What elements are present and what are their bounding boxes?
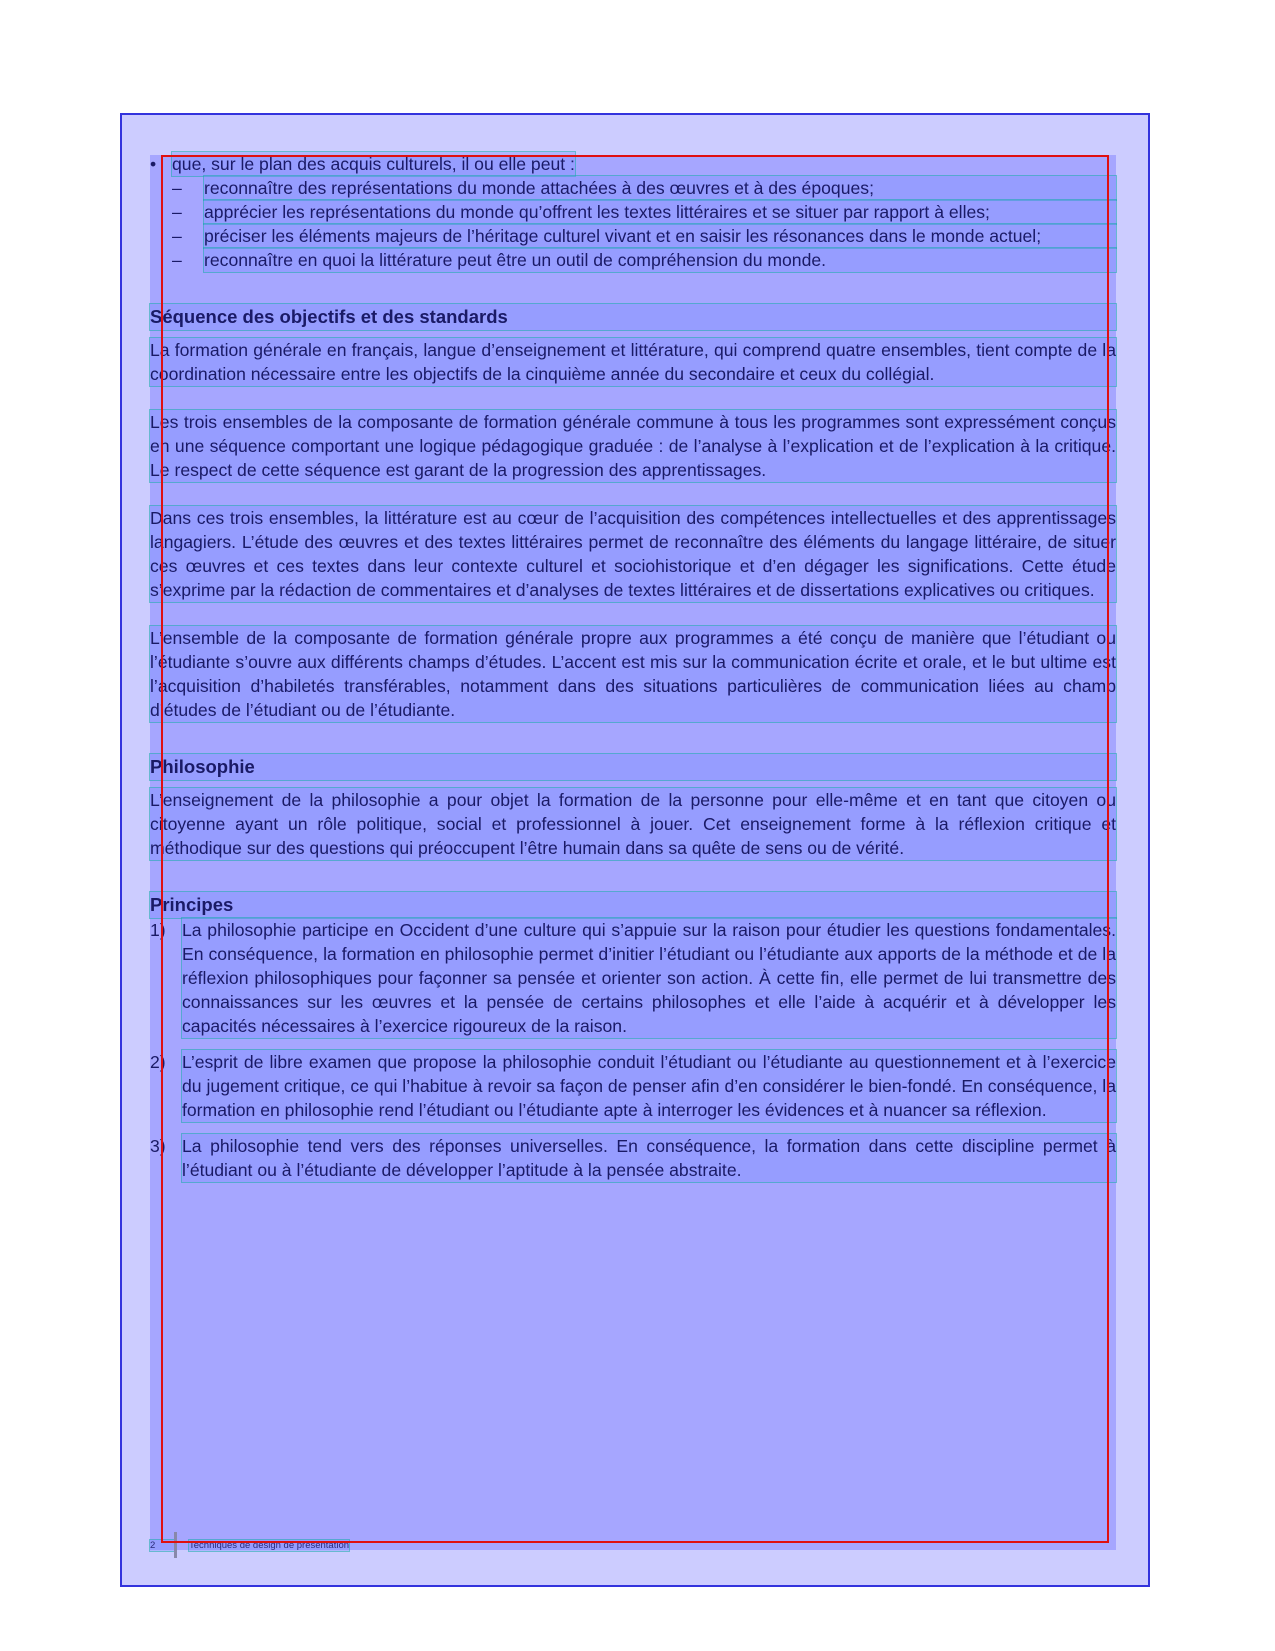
numbered-item-text: L’esprit de libre examen que propose la philosophie conduit l’étudiant ou l’étudiante au questionnement et à l’exercice du jugement critique, ce qui l’habitue à revoir sa façon de penser afin d’en considérer le bien-fondé. En conséquence, la formation en philosophie rend l’étudiant ou l’étudiante apte à interroger les évidences et à nuancer sa réflexion. <box>182 1052 1116 1120</box>
list-item <box>150 200 1116 224</box>
number-marker: 2) <box>150 1052 166 1072</box>
list-item-text: apprécier les représentations du monde qu’offrent les textes littéraires et se situer par rapport à elles; <box>204 200 1116 224</box>
dash-marker: – <box>172 226 182 246</box>
document-body <box>150 152 1116 1182</box>
numbered-item-text: La philosophie participe en Occident d’une culture qui s’appuie sur la raison pour étudier les questions fondamentales. En conséquence, la formation en philosophie permet d’initier l’étudiant ou l’étudiante aux apports de la méthode et de la réflexion philosophiques pour façonner sa pensée et orienter son action. À cette fin, elle permet de lui transmettre des connaissances sur les œuvres et la pensée de certains philosophes et elle l’aide à acquérir et à développer les capacités nécessaires à l’exercice rigoureux de la raison. <box>182 920 1116 1036</box>
numbered-item <box>150 1050 1116 1122</box>
list-item <box>150 224 1116 248</box>
section-heading-sequence: Séquence des objectifs et des standards <box>150 304 1116 330</box>
list-item <box>150 176 1116 200</box>
footer-divider <box>174 1532 177 1558</box>
dash-list <box>150 176 1116 272</box>
dash-marker: – <box>172 178 182 198</box>
paragraph: L’ensemble de la composante de formation générale propre aux programmes a été conçu de manière que l’étudiant ou l’étudiante s’ouvre aux différents champs d’études. L’accent est mis sur la communication écrite et orale, et le but ultime est l’acquisition d’habiletés transférables, notamment dans des situations particulières de communication liées au champ d’études de l’étudiant ou de l’étudiante. <box>150 628 1116 720</box>
list-item <box>150 248 1116 272</box>
dash-marker: – <box>172 250 182 270</box>
paragraph: L’enseignement de la philosophie a pour objet la formation de la personne pour elle-même et en tant que citoyen ou citoyenne ayant un rôle politique, social et professionnel à jouer. Cet enseignement forme à la réflexion critique et méthodique sur des questions qui préoccupent l’être humain dans sa quête de sens ou de vérité. <box>150 790 1116 858</box>
paragraph: Dans ces trois ensembles, la littérature est au cœur de l’acquisition des compétences intellectuelles et des apprentissages langagiers. L’étude des œuvres et des textes littéraires permet de reconnaître des éléments du langage littéraire, de situer ces œuvres et ces textes dans leur contexte culturel et sociohistorique et d’en dégager les significations. Cette étude s’exprime par la rédaction de commentaires et d’analyses de textes littéraires et de dissertations explicatives ou critiques. <box>150 508 1116 600</box>
dash-marker: – <box>172 202 182 222</box>
running-title: Techniques de design de présentation <box>189 1539 350 1551</box>
number-marker: 1) <box>150 920 166 940</box>
list-item-text: reconnaître des représentations du monde attachées à des œuvres et à des époques; <box>204 176 1116 200</box>
number-marker: 3) <box>150 1136 166 1156</box>
intro-bullet-text: que, sur le plan des acquis culturels, il ou elle peut : <box>172 154 575 174</box>
list-item-text: préciser les éléments majeurs de l’héritage culturel vivant et en saisir les résonances dans le monde actuel; <box>204 224 1116 248</box>
section-heading-philosophie: Philosophie <box>150 754 1116 780</box>
paragraph: La formation générale en français, langue d’enseignement et littérature, qui comprend quatre ensembles, tient compte de la coordination nécessaire entre les objectifs de la cinquième année du secondaire et ceux du collégial. <box>150 340 1116 384</box>
section-heading-principes: Principes <box>150 892 1116 918</box>
list-item-text: reconnaître en quoi la littérature peut être un outil de compréhension du monde. <box>204 248 1116 272</box>
numbered-item <box>150 918 1116 1038</box>
intro-bullet <box>150 152 1116 176</box>
page-number: 2 <box>150 1540 174 1551</box>
page-footer <box>150 1532 349 1558</box>
bullet-marker: • <box>150 154 157 174</box>
paragraph: Les trois ensembles de la composante de formation générale commune à tous les programmes sont expressément conçus en une séquence comportant une logique pédagogique graduée : de l’analyse à l’explication et de l’explication à la critique. Le respect de cette séquence est garant de la progression des apprentissages. <box>150 412 1116 480</box>
numbered-item <box>150 1134 1116 1182</box>
numbered-item-text: La philosophie tend vers des réponses universelles. En conséquence, la formation dans cette discipline permet à l’étudiant ou à l’étudiante de développer l’aptitude à la pensée abstraite. <box>182 1136 1116 1180</box>
